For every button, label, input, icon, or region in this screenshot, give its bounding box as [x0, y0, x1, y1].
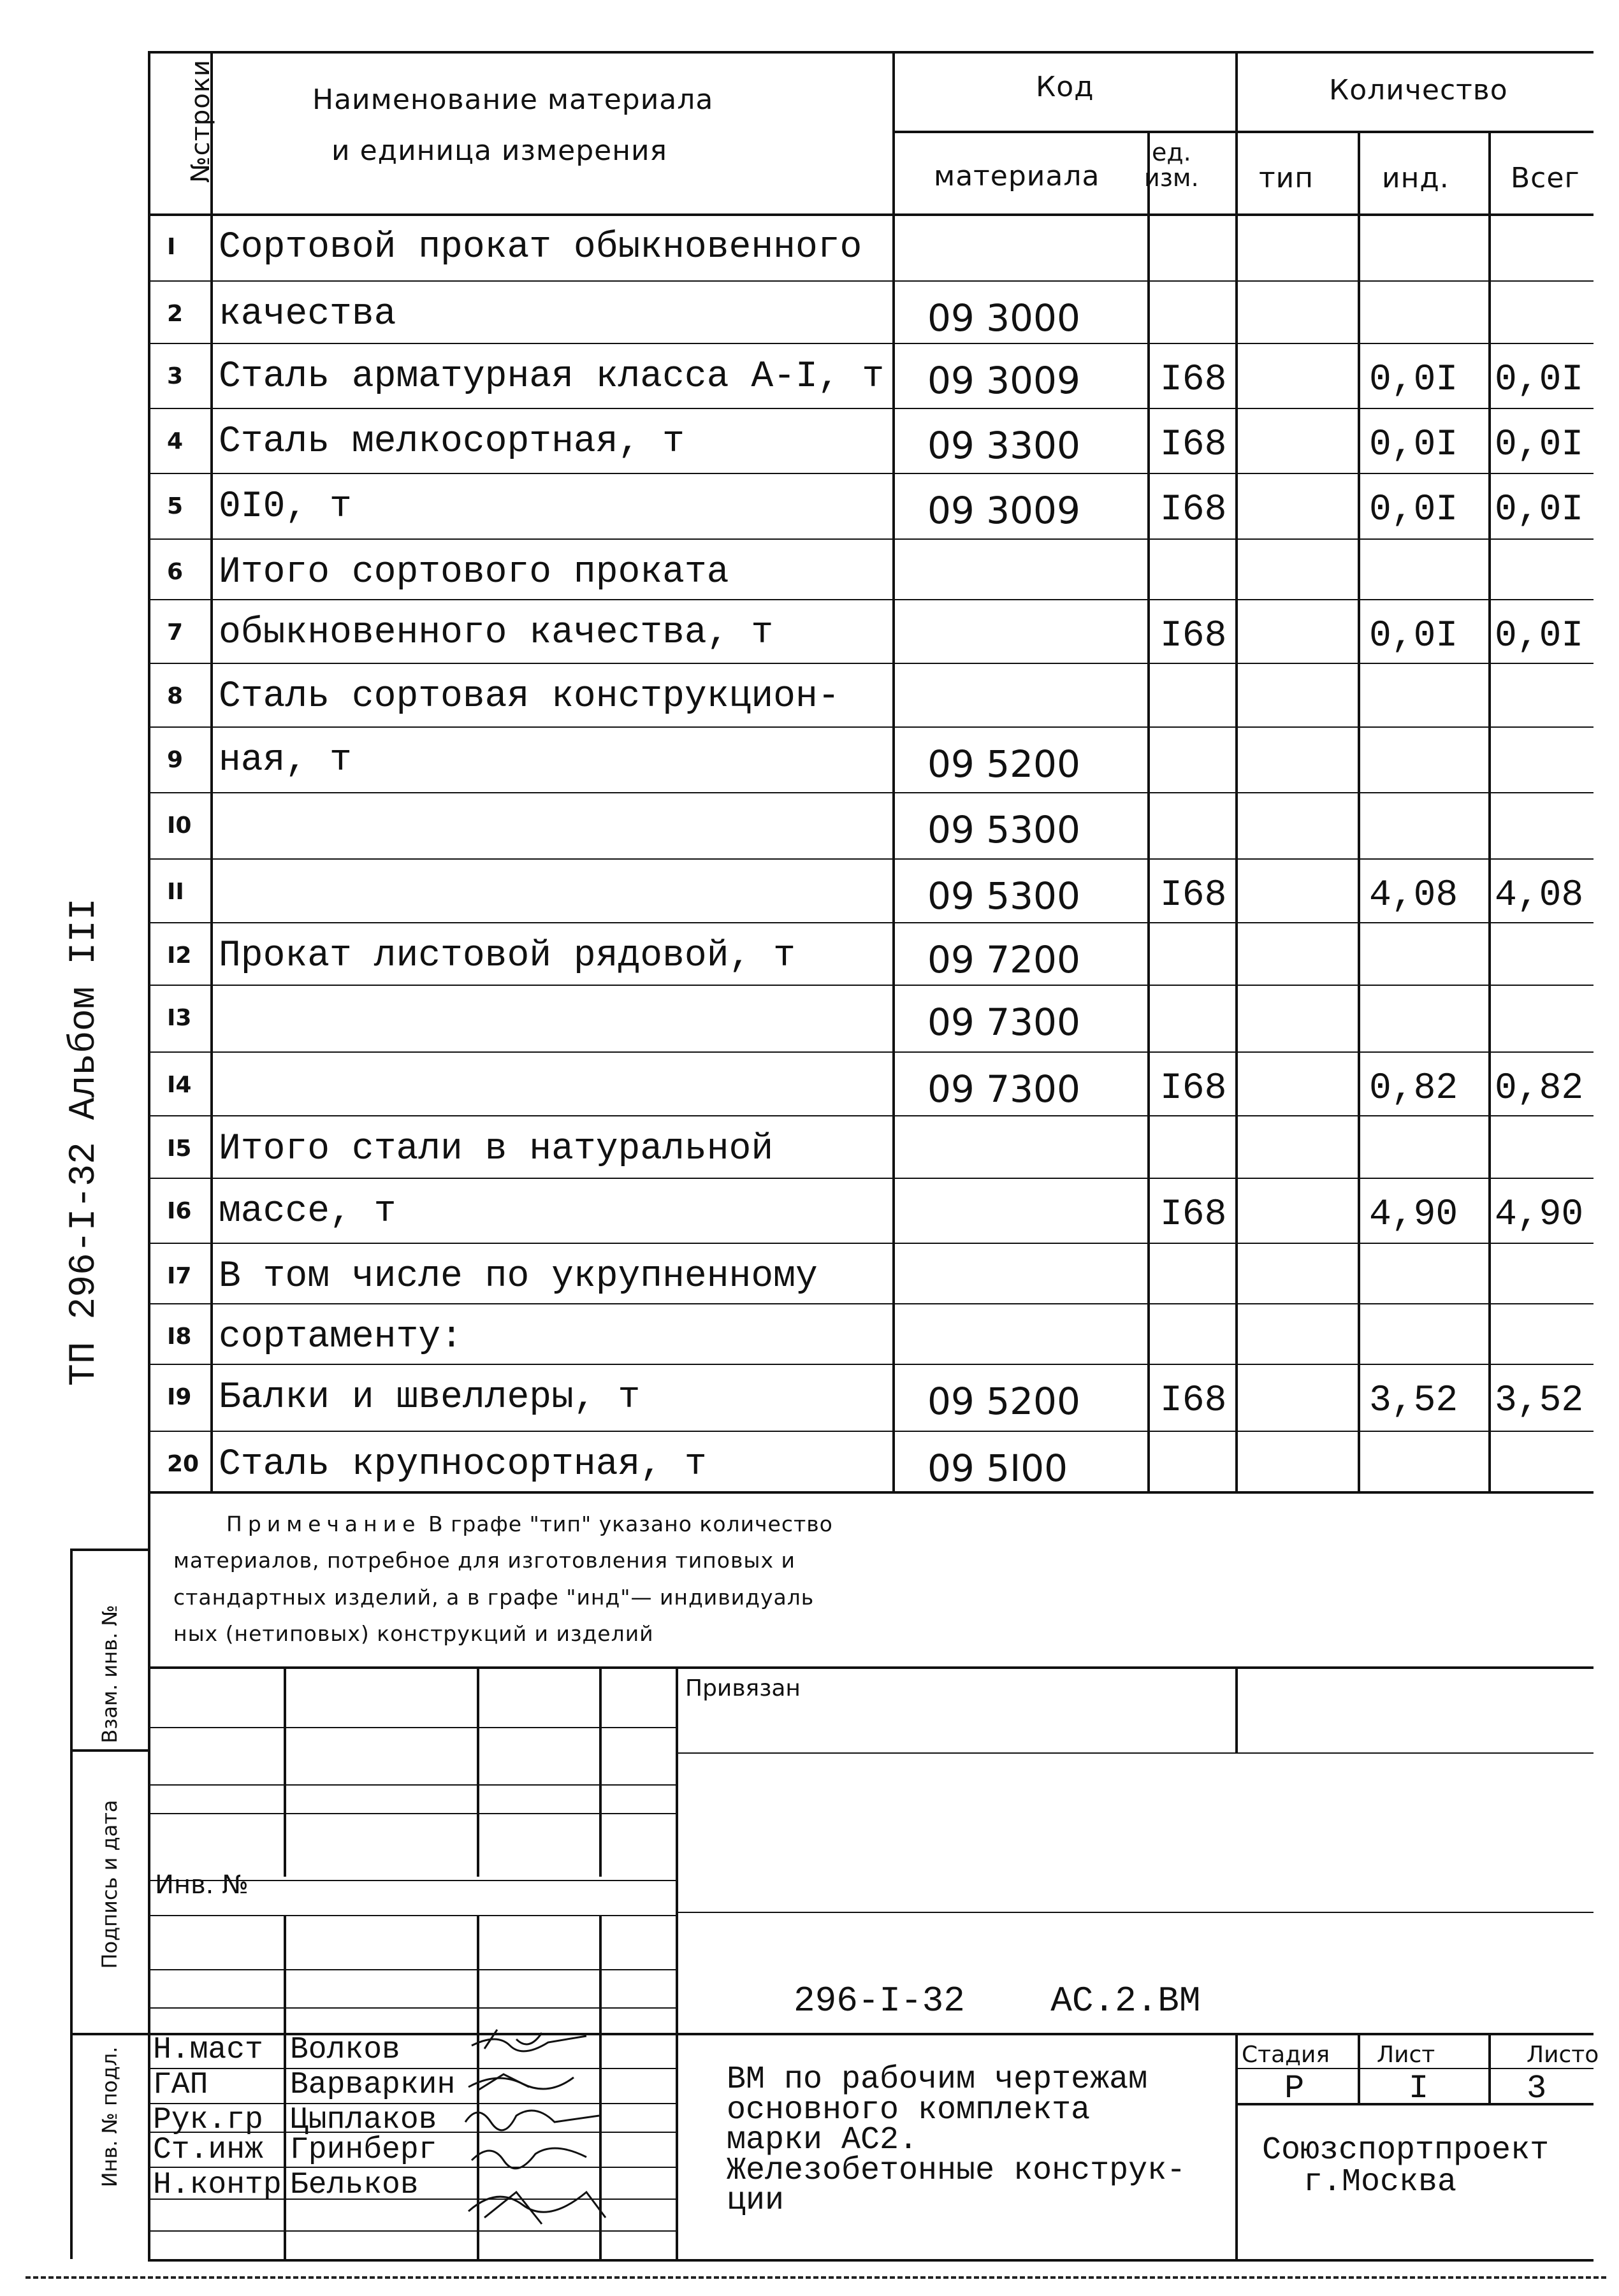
grid-line: [1147, 131, 1150, 1491]
grid-line: [148, 1303, 1594, 1304]
header-name-line1: Наименование материала: [312, 83, 714, 116]
grid-line: [70, 1549, 148, 1551]
material-code: 09 3009: [927, 489, 1080, 532]
unit-code: I68: [1160, 489, 1227, 531]
note-line1: [226, 1513, 833, 1534]
staff-role: ГАП: [153, 2068, 208, 2102]
qty-total: 4,90: [1495, 1194, 1584, 1236]
grid-line: [148, 922, 1594, 923]
material-name: 0I0, т: [219, 486, 352, 528]
stage-label: Стадия: [1242, 2042, 1330, 2068]
material-code: 09 5300: [927, 874, 1080, 918]
qty-ind: 4,90: [1369, 1194, 1458, 1236]
material-name: качества: [219, 294, 396, 335]
header-total: Всег: [1511, 162, 1580, 194]
staff-name: Гринберг: [290, 2133, 437, 2167]
material-code: 09 5200: [927, 1380, 1080, 1423]
unit-code: I68: [1160, 424, 1227, 466]
note-prefix: Примечание: [226, 1512, 421, 1536]
grid-line: [892, 51, 895, 1491]
grid-line: [148, 1491, 150, 2259]
row-number: 20: [167, 1451, 200, 1477]
grid-line: [148, 1491, 1594, 1494]
material-code: 09 3300: [927, 424, 1080, 467]
material-name: Прокат листовой рядовой, т: [219, 935, 795, 977]
header-ind: инд.: [1382, 162, 1449, 194]
material-name: Сталь арматурная класса А-I, т: [219, 356, 885, 398]
qty-ind: 0,0I: [1369, 489, 1458, 531]
signature-image: [459, 2026, 625, 2243]
album-label: ТП 296-I-32 Альбом III: [64, 898, 105, 1386]
sheets-label: Листо: [1527, 2042, 1599, 2068]
doc-code: 296-I-32 АС.2.ВМ: [794, 1981, 1201, 2021]
grid-line: [1358, 2033, 1360, 2103]
material-code: 09 7200: [927, 938, 1080, 981]
qty-ind: 4,08: [1369, 875, 1458, 916]
unit-code: I68: [1160, 1068, 1227, 1109]
grid-line: [148, 1784, 676, 1786]
material-code: 09 5I00: [927, 1447, 1068, 1490]
material-name: В том числе по укрупненному: [219, 1256, 818, 1297]
qty-ind: 0,82: [1369, 1068, 1458, 1109]
sheet-label: Лист: [1377, 2042, 1435, 2068]
grid-line: [676, 1666, 678, 2259]
row-number: II: [167, 879, 184, 905]
doc-title-line: Железобетонные конструк-: [727, 2152, 1186, 2189]
material-code: 09 5200: [927, 742, 1080, 786]
grid-line: [1488, 2033, 1491, 2103]
grid-line: [70, 1549, 73, 2259]
header-row-no: №строки: [186, 59, 215, 183]
grid-line: [148, 1727, 676, 1728]
row-number: 4: [167, 428, 184, 454]
grid-line: [148, 343, 1594, 344]
row-number: I: [167, 234, 176, 260]
qty-total: 4,08: [1495, 875, 1584, 916]
grid-line: [148, 51, 150, 1491]
row-number: 5: [167, 493, 184, 519]
material-code: 09 5300: [927, 808, 1080, 851]
staff-role: Ст.инж: [153, 2133, 263, 2167]
doc-title-line: ции: [727, 2183, 785, 2219]
grid-line: [1235, 2068, 1594, 2069]
stage-value: Р: [1284, 2070, 1305, 2107]
grid-line: [148, 1115, 1594, 1116]
staff-name: Бельков: [290, 2168, 419, 2202]
podpis-data-label: Подпись и дата: [98, 1800, 122, 1969]
material-code: 09 3009: [927, 359, 1080, 402]
qty-total: 0,0I: [1495, 359, 1584, 401]
row-number: I3: [167, 1005, 192, 1031]
staff-role: Н.маст: [153, 2033, 263, 2067]
qty-ind: 0,0I: [1369, 424, 1458, 466]
grid-line: [1235, 1666, 1238, 1752]
grid-line: [148, 408, 1594, 409]
unit-code: I68: [1160, 1194, 1227, 1236]
material-name: обыкновенного качества, т: [219, 612, 774, 654]
sheet-value: I: [1409, 2070, 1429, 2107]
material-name: Итого сортового проката: [219, 552, 729, 593]
inv-no-label: Инв. №: [155, 1870, 249, 1900]
page-bottom-edge: [25, 2276, 1606, 2279]
material-name: массе, т: [219, 1191, 396, 1232]
material-name: Сталь крупносортная, т: [219, 1444, 707, 1485]
grid-line: [892, 131, 1594, 133]
grid-line: [148, 213, 1594, 216]
doc-title-line: марки АС2.: [727, 2122, 918, 2158]
grid-line: [148, 1178, 1594, 1179]
sheets-value: 3: [1527, 2070, 1547, 2107]
unit-code: I68: [1160, 616, 1227, 657]
header-unit: ед. изм.: [1144, 138, 1199, 192]
grid-line: [148, 1969, 676, 1970]
note-line4: ных (нетиповых) конструкций и изделий: [173, 1621, 654, 1646]
unit-code: I68: [1160, 875, 1227, 916]
grid-line: [148, 1813, 676, 1814]
vzam-inv-label: Взам. инв. №: [98, 1605, 122, 1744]
staff-role: Н.контр: [153, 2168, 282, 2202]
grid-line: [148, 1051, 1594, 1053]
unit-code: I68: [1160, 1380, 1227, 1422]
material-name: Балки и швеллеры, т: [219, 1377, 641, 1419]
material-code: 09 3000: [927, 296, 1080, 340]
grid-line: [148, 599, 1594, 600]
row-number: 7: [167, 619, 184, 646]
grid-line: [148, 1666, 1594, 1669]
material-name: Итого стали в натуральной: [219, 1129, 774, 1170]
row-number: I9: [167, 1384, 192, 1410]
grid-line: [148, 985, 1594, 986]
grid-line: [1488, 131, 1491, 1491]
org-name: Союзспортпроект: [1262, 2132, 1550, 2169]
inv-podl-label: Инв. № подл.: [98, 2046, 122, 2188]
grid-line: [676, 1912, 1594, 1913]
row-number: I0: [167, 812, 192, 839]
row-number: 9: [167, 747, 184, 773]
grid-line: [148, 1915, 676, 1916]
grid-line: [148, 51, 1594, 54]
qty-total: 0,82: [1495, 1068, 1584, 1109]
qty-total: 0,0I: [1495, 424, 1584, 466]
header-quantity: Количество: [1329, 74, 1508, 106]
material-code: 09 7300: [927, 1000, 1080, 1044]
qty-ind: 0,0I: [1369, 616, 1458, 657]
row-number: 6: [167, 559, 184, 585]
grid-line: [1235, 2033, 1238, 2259]
privyazan-label: Привязан: [685, 1675, 801, 1701]
grid-line: [148, 663, 1594, 664]
grid-line: [210, 51, 213, 1491]
grid-line: [148, 280, 1594, 282]
grid-line: [148, 792, 1594, 793]
header-name-line2: и единица измерения: [331, 134, 668, 167]
row-number: 8: [167, 683, 184, 709]
note-line2: материалов, потребное для изготовления типовых и: [173, 1548, 795, 1573]
grid-line: [148, 2259, 1594, 2262]
qty-total: 0,0I: [1495, 616, 1584, 657]
staff-name: Волков: [290, 2033, 400, 2067]
grid-line: [599, 1666, 602, 1877]
grid-line: [676, 1752, 1235, 1754]
material-name: Сталь мелкосортная, т: [219, 421, 685, 463]
material-name: Сортовой прокат обыкновенного: [219, 227, 862, 268]
staff-name: Цыплаков: [290, 2103, 437, 2137]
grid-line: [477, 1666, 479, 1877]
row-number: 3: [167, 363, 184, 389]
grid-line: [284, 1915, 286, 2259]
row-number: I8: [167, 1324, 192, 1350]
qty-total: 0,0I: [1495, 489, 1584, 531]
grid-line: [284, 1666, 286, 1877]
row-number: I7: [167, 1263, 192, 1289]
qty-total: 3,52: [1495, 1380, 1584, 1422]
row-number: 2: [167, 301, 184, 327]
note-text: В графе "тип" указано количество: [428, 1512, 833, 1536]
header-code: Код: [1036, 71, 1094, 103]
grid-line: [1358, 131, 1360, 1491]
header-material: материала: [934, 160, 1100, 192]
grid-line: [148, 858, 1594, 860]
doc-title-line: ВМ по рабочим чертежам: [727, 2061, 1148, 2098]
header-tip: тип: [1259, 162, 1314, 194]
grid-line: [148, 538, 1594, 540]
grid-line: [1235, 51, 1238, 1491]
material-code: 09 7300: [927, 1067, 1080, 1111]
qty-ind: 3,52: [1369, 1380, 1458, 1422]
org-city: г.Москва: [1303, 2164, 1457, 2200]
grid-line: [148, 2007, 676, 2009]
grid-line: [148, 473, 1594, 474]
grid-line: [148, 726, 1594, 728]
doc-title-line: основного комплекта: [727, 2091, 1091, 2128]
row-number: I2: [167, 942, 192, 969]
staff-role: Рук.гр: [153, 2103, 263, 2137]
staff-name: Варваркин: [290, 2068, 456, 2102]
qty-ind: 0,0I: [1369, 359, 1458, 401]
grid-line: [148, 1364, 1594, 1365]
row-number: I6: [167, 1198, 192, 1224]
material-name: Сталь сортовая конструкцион-: [219, 676, 840, 718]
grid-line: [148, 1431, 1594, 1432]
material-name: сортаменту:: [219, 1317, 463, 1358]
grid-line: [148, 1243, 1594, 1244]
row-number: I5: [167, 1136, 192, 1162]
doc-title: [727, 2061, 1186, 2219]
material-name: ная, т: [219, 740, 352, 781]
row-number: I4: [167, 1072, 192, 1098]
note-line3: стандартных изделий, а в графе "инд"— индивидуаль: [173, 1585, 815, 1610]
unit-code: I68: [1160, 359, 1227, 401]
